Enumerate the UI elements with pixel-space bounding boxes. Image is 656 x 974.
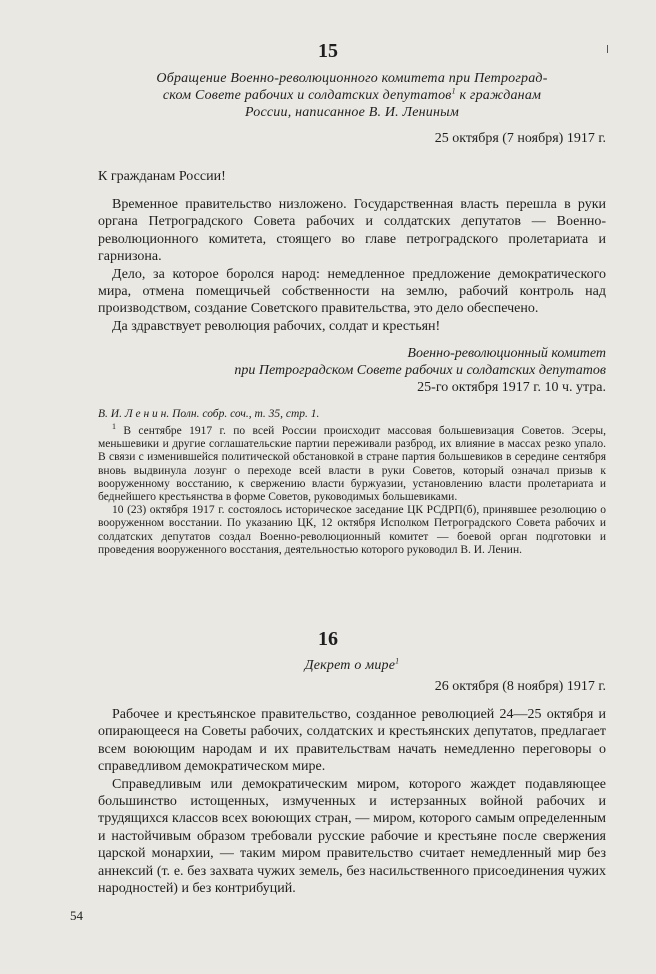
signature-line-1: Военно-революционный комитет: [407, 346, 606, 361]
paragraph: Дело, за которое боролся народ: немедленное предложение демократического мира, отмена помещичьей собственности на землю, рабочий контроль над производством, создание Советского правительства, это дело обеспечено.: [98, 266, 606, 317]
paragraph: Да здравствует революция рабочих, солдат и крестьян!: [112, 318, 441, 334]
document-date-15: 25 октября (7 ноября) 1917 г.: [434, 131, 606, 146]
document-number-16: 16: [318, 628, 338, 650]
document-date-16: 26 октября (8 ноября) 1917 г.: [434, 679, 606, 694]
signature-line-2: при Петроградском Совете рабочих и солдатских депутатов: [234, 363, 606, 378]
footnote-ref: 1: [451, 86, 456, 96]
signature: [98, 345, 606, 379]
heading-line-2-text: ском Совете рабочих и солдатских депутатов: [162, 88, 452, 103]
page-number: 54: [70, 908, 83, 923]
document-heading-16: [98, 657, 606, 674]
footnote-mark: 1: [112, 422, 116, 432]
footnote: 10 (23) октября 1917 г. состоялось историческое заседание ЦК РСДРП(б), принявшее резолюцию о вооруженном восстании. По указанию ЦК, 12 октября Исполком Петроградского Совета рабочих и солдатских депутатов создал Военно-революционный комитет — боевой орган подготовки и проведения вооруженного восстания, деятельностью которого руководил В. И. Ленин.: [98, 504, 606, 556]
source-reference: В. И. Л е н и н. Полн. собр. соч., т. 35, стр. 1.: [98, 408, 320, 420]
footnote: [98, 422, 606, 504]
paragraph: Рабочее и крестьянское правительство, созданное революцией 24—25 октября и опирающееся на Советы рабочих, солдатских и крестьянских депутатов, предлагает всем воюющим народам и их правительствам начать немедленно переговоры о справедливом демократическом мире.: [98, 707, 606, 775]
heading-text: Декрет о мире: [304, 658, 396, 673]
heading-line-1: Обращение Военно-революционного комитета при Петроград-: [156, 71, 548, 86]
document-heading-15: [98, 70, 606, 121]
appeal-text: [98, 196, 606, 335]
footnote-text: В сентябре 1917 г. по всей России происходит массовая большевизация Советов. Эсеры, меньшевики и другие соглашательские партии переживали разброд, их влияние в массах резко упало. В связи с изменившейся политической обстановкой в стране партия большевиков в середине сентября вновь выдвинула лозунг о переходе всей власти в руки Советов, который означал призыв к вооруженному восстанию, к свержению власти буржуазии, установлению власти пролетариата и беднейшего крестьянства в форме Советов, руководимых большевиками.: [98, 425, 606, 504]
heading-line-2: [98, 87, 606, 104]
paragraph: Справедливым или демократическим миром, которого жаждет подавляющее большинство истощенных, измученных и истерзанных войной рабочих и трудящихся классов всех воюющих стран, — миром, которого самым определенным и настойчивым образом требовали русские рабочие и крестьяне после свержения царской монархии, — таким миром правительство считает немедленный мир без аннексий (т. е. без захвата чужих земель, без насильственного присоединения чужих народностей) и без контрибуций.: [98, 776, 606, 897]
paragraph: Временное правительство низложено. Государственная власть перешла в руки органа Петроградского Совета рабочих и солдатских депутатов — Военно-революционного комитета, стоящего во главе петроградского пролетариата и гарнизона.: [98, 197, 606, 265]
heading-line-3: России, написанное В. И. Лениным: [245, 105, 459, 120]
document-number-15: 15: [318, 40, 338, 62]
heading-line-2-tail: к гражданам: [455, 88, 542, 103]
signature-date: 25-го октября 1917 г. 10 ч. утра.: [417, 380, 606, 395]
footnotes: [98, 422, 606, 557]
appeal-title: К гражданам России!: [98, 169, 226, 184]
footnote-ref: 1: [395, 656, 400, 666]
decree-text: [98, 706, 606, 897]
